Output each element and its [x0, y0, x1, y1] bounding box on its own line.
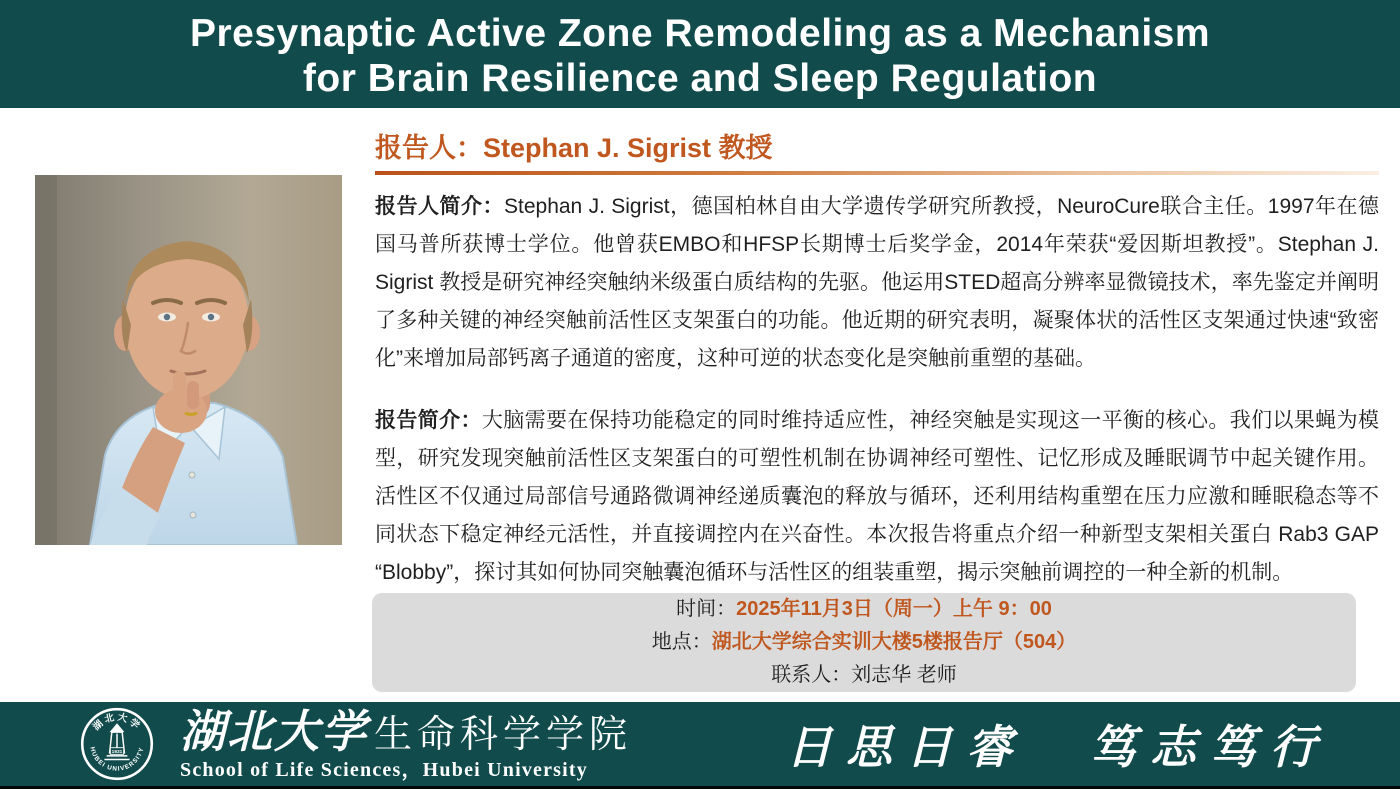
logo-cn-arc-text: 湖北大学: [91, 711, 143, 733]
school-name-cn: 生命科学学院: [374, 713, 633, 756]
event-contact-line: [372, 659, 1356, 692]
event-location-line: [372, 626, 1356, 659]
abstract-text: 大脑需要在保持功能稳定的同时维持适应性，神经突触是实现这一平衡的核心。我们以果蝇为模型，研究发现突触前活性区支架蛋白的可塑性机制在协调神经可塑性、记忆形成及睡眠调节中起关键作用。活性区不仅通过局部信号通路微调神经递质囊泡的释放与循环，还利用结构重塑在压力应激和睡眠稳态等不同状态下稳定神经元活性，并直接调控内在兴奋性。本次报告将重点介绍一种新型支架相关蛋白 Rab3 GAP “Blobby”，探讨其如何协同突触囊泡循环与活性区的组装重塑，揭示突触前调控的一种全新的机制。: [375, 409, 1380, 584]
speaker-heading: 报告人：Stephan J. Sigrist 教授: [375, 133, 773, 163]
heading-underline: [375, 171, 1379, 175]
time-label: 时间：: [676, 598, 737, 620]
main-content: [375, 132, 1379, 592]
talk-abstract-paragraph: [375, 402, 1379, 592]
logo-en-arc-text: HUBEI UNIVERSITY: [88, 746, 146, 773]
location-value: 湖北大学综合实训大楼5楼报告厅（504）: [711, 631, 1077, 653]
hubei-university-logo-icon: [80, 707, 154, 781]
bio-label: 报告人简介：: [375, 195, 504, 218]
poster-title-line2: for Brain Resilience and Sleep Regulation: [302, 57, 1098, 100]
event-time-line: [372, 593, 1356, 626]
university-name-calligraphy: 湖北大学: [180, 705, 369, 757]
contact-label: 联系人：: [771, 664, 852, 686]
school-motto: [786, 711, 1330, 777]
event-info-box: [372, 593, 1356, 692]
logo-graphic: [80, 707, 154, 781]
contact-value: 刘志华 老师: [851, 664, 957, 686]
speaker-portrait-graphic: [35, 175, 342, 545]
location-label: 地点：: [651, 631, 712, 653]
school-name-en: School of Life Sciences，Hubei University: [180, 758, 588, 781]
title-banner: [0, 0, 1400, 108]
logo-year-text: 1931: [111, 749, 123, 755]
bio-text: Stephan J. Sigrist，德国柏林自由大学遗传学研究所教授，NeuroCure联合主任。1997年在德国马普所获博士学位。他曾获EMBO和HFSP长期博士后奖学金，2014年荣获“爱因斯坦教授”。Stephan J. Sigrist 教授是研究神经突触纳米级蛋白质结构的先驱。他运用STED超高分辨率显微镜技术，率先鉴定并阐明了多种关键的神经突触前活性区支架蛋白的功能。他近期的研究表明，凝聚体状的活性区支架通过快速“致密化”来增加局部钙离子通道的密度，这种可逆的状态变化是突触前重塑的基础。: [375, 195, 1380, 370]
speaker-bio-paragraph: [375, 188, 1379, 378]
poster-title-line1: Presynaptic Active Zone Remodeling as a Mechanism: [189, 12, 1211, 55]
abstract-label: 报告简介：: [375, 409, 482, 432]
motto-right: 笃志笃行: [1090, 721, 1330, 773]
time-value: 2025年11月3日（周一）上午 9：00: [736, 598, 1052, 620]
speaker-photo: [35, 175, 342, 545]
motto-left: 日思日睿: [786, 721, 1026, 773]
school-name-cn-row: [180, 705, 633, 757]
school-identity: [180, 705, 633, 781]
footer-banner: [0, 702, 1400, 789]
